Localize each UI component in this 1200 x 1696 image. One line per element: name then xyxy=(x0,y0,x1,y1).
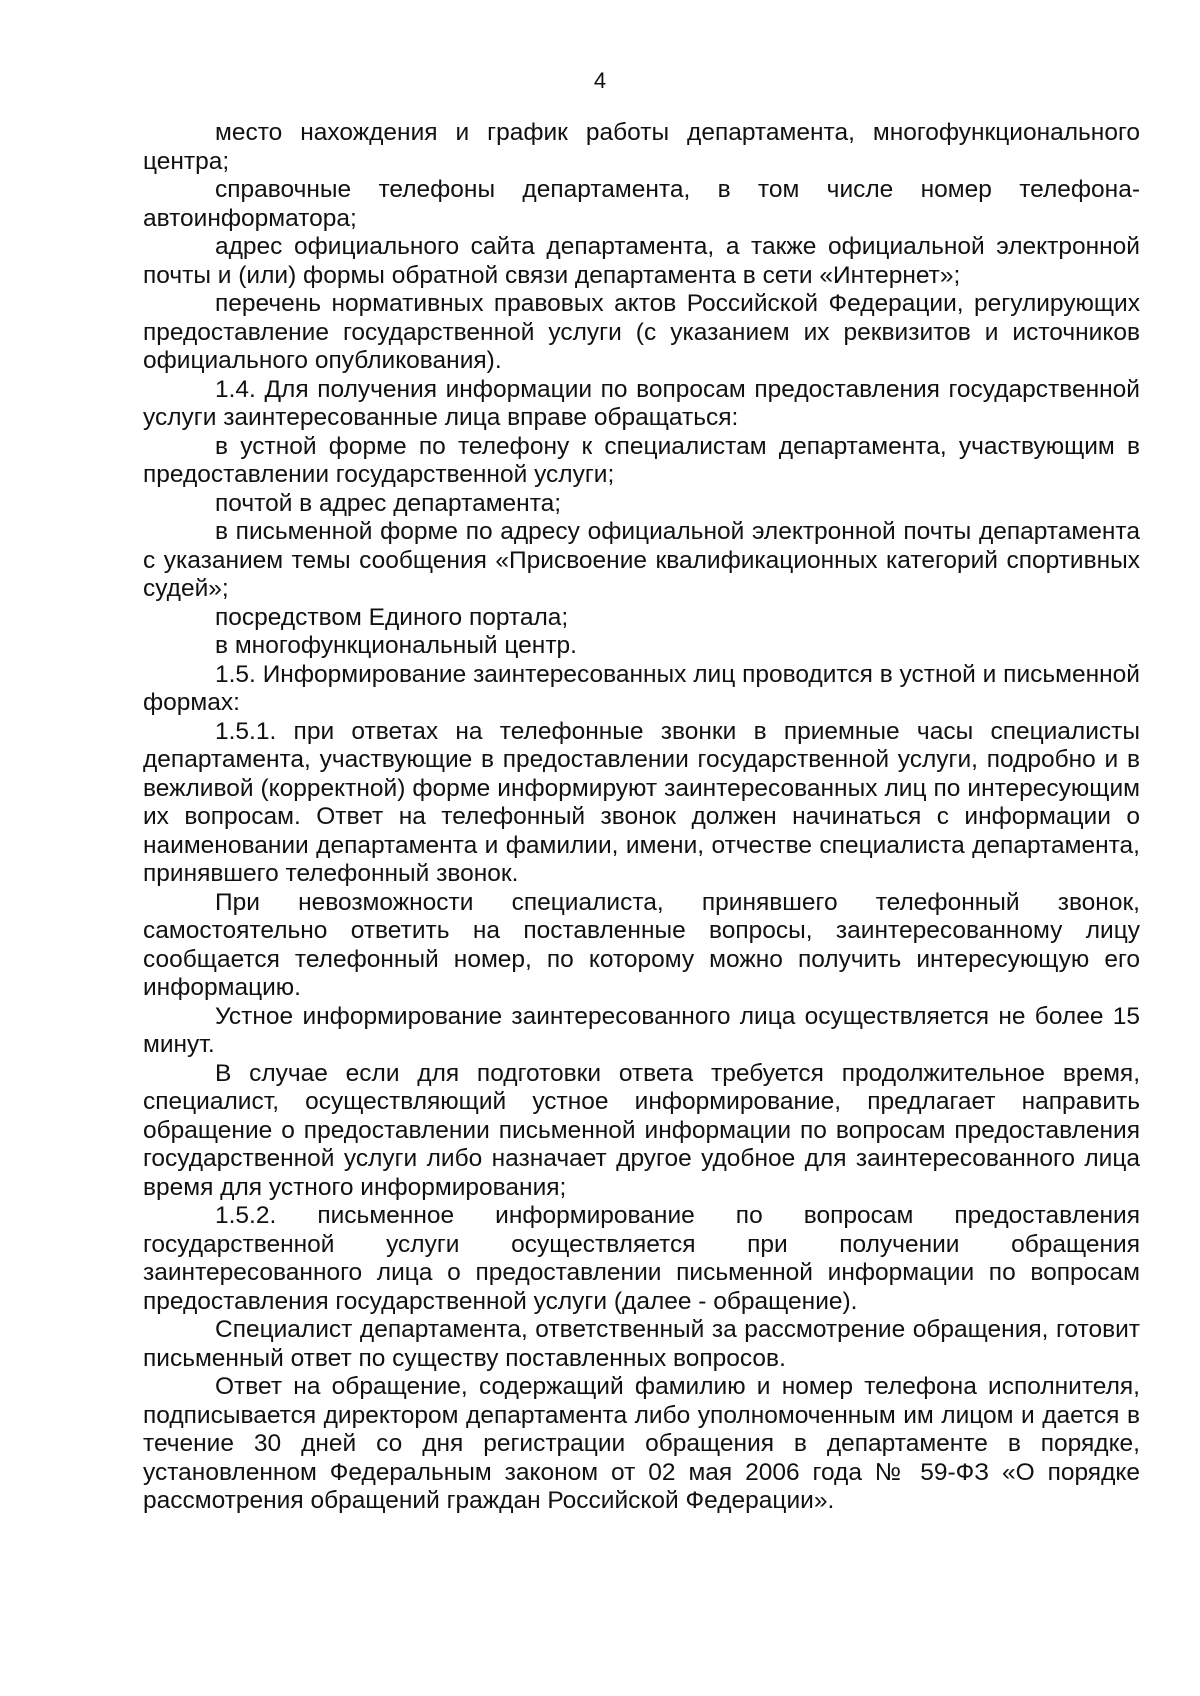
paragraph-responsible-specialist: Специалист департамента, ответственный за рассмотрение обращения, готовит письменный ответ по существу поставленных вопросов. xyxy=(143,1316,1140,1372)
paragraph-section-1-4: 1.4. Для получения информации по вопросам предоставления государственной услуги заинтересованные лица вправе обращаться: xyxy=(143,375,1140,431)
paragraph-long-preparation: В случае если для подготовки ответа требуется продолжительное время, специалист, осуществляющий устное информирование, предлагает направить обращение о предоставлении письменной информации по вопросам предоставления государственной услуги либо назначает другое удобное для заинтересованного лица время для устного информирования; xyxy=(143,1059,1140,1201)
paragraph-oral-by-phone: в устной форме по телефону к специалистам департамента, участвующим в предоставлении государственной услуги; xyxy=(143,432,1140,488)
paragraph-inability-to-answer: При невозможности специалиста, принявшего телефонный звонок, самостоятельно ответить на поставленные вопросы, заинтересованному лицу сообщается телефонный номер, по которому можно получить интересующую его информацию. xyxy=(143,888,1140,1001)
document-body xyxy=(143,119,1140,1516)
paragraph-single-portal: посредством Единого портала; xyxy=(215,603,569,631)
paragraph-by-mail: почтой в адрес департамента; xyxy=(215,489,562,517)
paragraph-location-schedule: место нахождения и график работы департамента, многофункционального центра; xyxy=(143,119,1140,175)
paragraph-section-1-5: 1.5. Информирование заинтересованных лиц проводится в устной и письменной формах: xyxy=(143,660,1140,716)
paragraph-answer-signing: Ответ на обращение, содержащий фамилию и номер телефона исполнителя, подписывается директором департамента либо уполномоченным им лицом и дается в течение 30 дней со дня регистрации обращения в департаменте в порядке, установленном Федеральным законом от 02 мая 2006 года № 59-ФЗ «О порядке рассмотрения обращений граждан Российской Федерации». xyxy=(143,1373,1140,1514)
paragraph-oral-duration: Устное информирование заинтересованного лица осуществляется не более 15 минут. xyxy=(143,1002,1140,1058)
paragraph-mfc: в многофункциональный центр. xyxy=(215,632,577,659)
paragraph-section-1-5-2: 1.5.2. письменное информирование по вопросам предоставления государственной услуги осуществляется при получении обращения заинтересованного лица о предоставлении письменной информации по вопросам предоставления государственной услуги (далее - обращение). xyxy=(143,1202,1140,1315)
paragraph-website-address: адрес официального сайта департамента, а также официальной электронной почты и (или) формы обратной связи департамента в сети «Интернет»; xyxy=(143,233,1140,289)
paragraph-normative-acts: перечень нормативных правовых актов Российской Федерации, регулирующих предоставление государственной услуги (с указанием их реквизитов и источников официального опубликования). xyxy=(143,290,1140,374)
paragraph-reference-phones: справочные телефоны департамента, в том числе номер телефона-автоинформатора; xyxy=(143,176,1140,232)
paragraph-section-1-5-1: 1.5.1. при ответах на телефонные звонки в приемные часы специалисты департамента, участвующие в предоставлении государственной услуги, подробно и в вежливой (корректной) форме информируют заинтересованных лиц по интересующим их вопросам. Ответ на телефонный звонок должен начинаться с информации о наименовании департамента и фамилии, имени, отчестве специалиста департамента, принявшего телефонный звонок. xyxy=(143,717,1140,887)
paragraph-written-email: в письменной форме по адресу официальной электронной почты департамента с указанием темы сообщения «Присвоение квалификационных категорий спортивных судей»; xyxy=(143,518,1140,602)
page-number: 4 xyxy=(593,68,607,93)
